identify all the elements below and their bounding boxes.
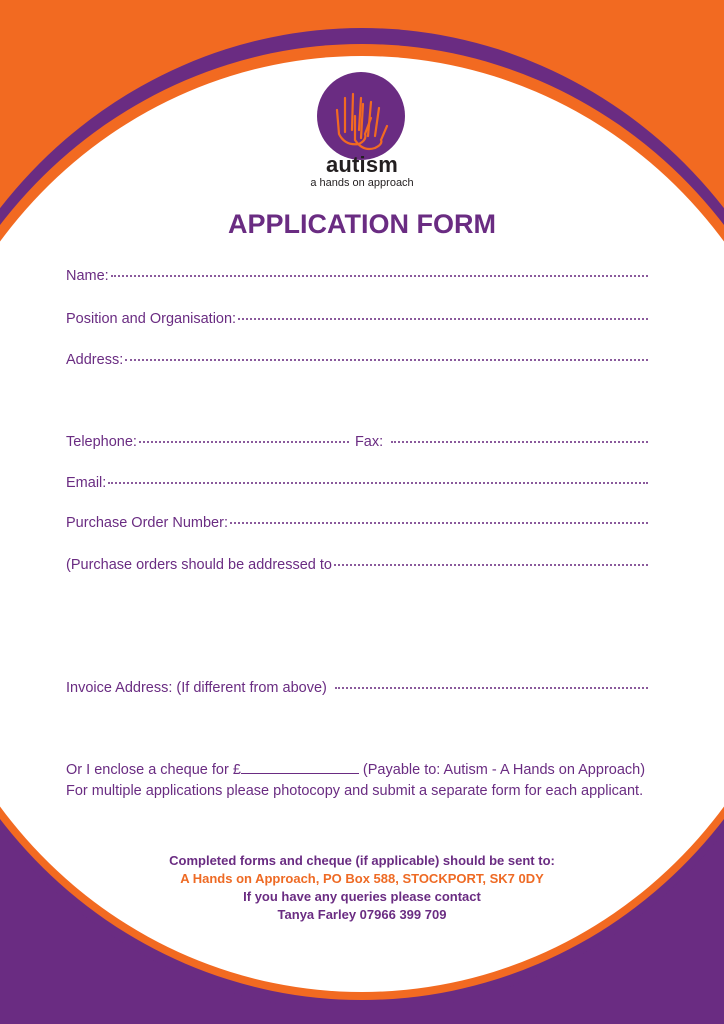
po-address-line[interactable] [334, 564, 648, 566]
invoice-address-line[interactable] [335, 687, 648, 689]
brand-tagline: a hands on approach [310, 177, 414, 189]
footer-contact-person: Tanya Farley 07966 399 709 [277, 907, 447, 922]
position-label: Position and Organisation: [66, 311, 237, 327]
po-address-field-3[interactable] [66, 639, 648, 661]
fax-line[interactable] [391, 441, 648, 443]
purchase-order-label: Purchase Order Number: [66, 515, 228, 531]
po-address-label: (Purchase orders should be addressed to [66, 557, 332, 573]
cheque-paragraph [66, 760, 656, 802]
invoice-address-field[interactable] [66, 680, 648, 702]
footer-send-to: Completed forms and cheque (if applicable) should be sent to: [169, 853, 555, 868]
email-label: Email: [66, 475, 107, 491]
address-field[interactable] [66, 352, 648, 374]
email-line[interactable] [108, 482, 648, 484]
name-label: Name: [66, 268, 109, 284]
invoice-address-field-2[interactable] [66, 721, 648, 743]
purchase-order-line[interactable] [230, 522, 648, 524]
email-field[interactable] [66, 475, 648, 497]
fax-label: Fax: [354, 434, 384, 450]
position-line[interactable] [238, 318, 648, 320]
cheque-amount-blank[interactable] [241, 761, 359, 774]
brand-name: autism [325, 152, 399, 177]
address-label: Address: [66, 352, 124, 368]
invoice-address-label: Invoice Address: (If different from above) [66, 680, 327, 696]
po-address-field[interactable] [66, 557, 648, 579]
cheque-suffix: (Payable to: Autism - A Hands on Approach) For multiple applications please photocopy and submit a separate form for each applicant. [66, 762, 646, 799]
footer-postal-address: A Hands on Approach, PO Box 588, STOCKPORT, SK7 0DY [180, 871, 544, 886]
footer-contact [0, 852, 724, 924]
address-field-2[interactable] [66, 393, 648, 415]
name-line[interactable] [111, 275, 648, 277]
name-field[interactable] [66, 268, 648, 290]
hands-icon [315, 70, 407, 162]
address-line[interactable] [125, 359, 648, 361]
purchase-order-field[interactable] [66, 515, 648, 537]
position-field[interactable] [66, 311, 648, 333]
telephone-line[interactable] [139, 441, 349, 443]
telephone-label: Telephone: [66, 434, 137, 450]
form-title: APPLICATION FORM [228, 209, 496, 239]
cheque-prefix: Or I enclose a cheque for £ [66, 762, 241, 778]
phone-fax-field[interactable] [66, 434, 648, 456]
po-address-field-2[interactable] [66, 598, 648, 620]
footer-queries: If you have any queries please contact [243, 889, 481, 904]
